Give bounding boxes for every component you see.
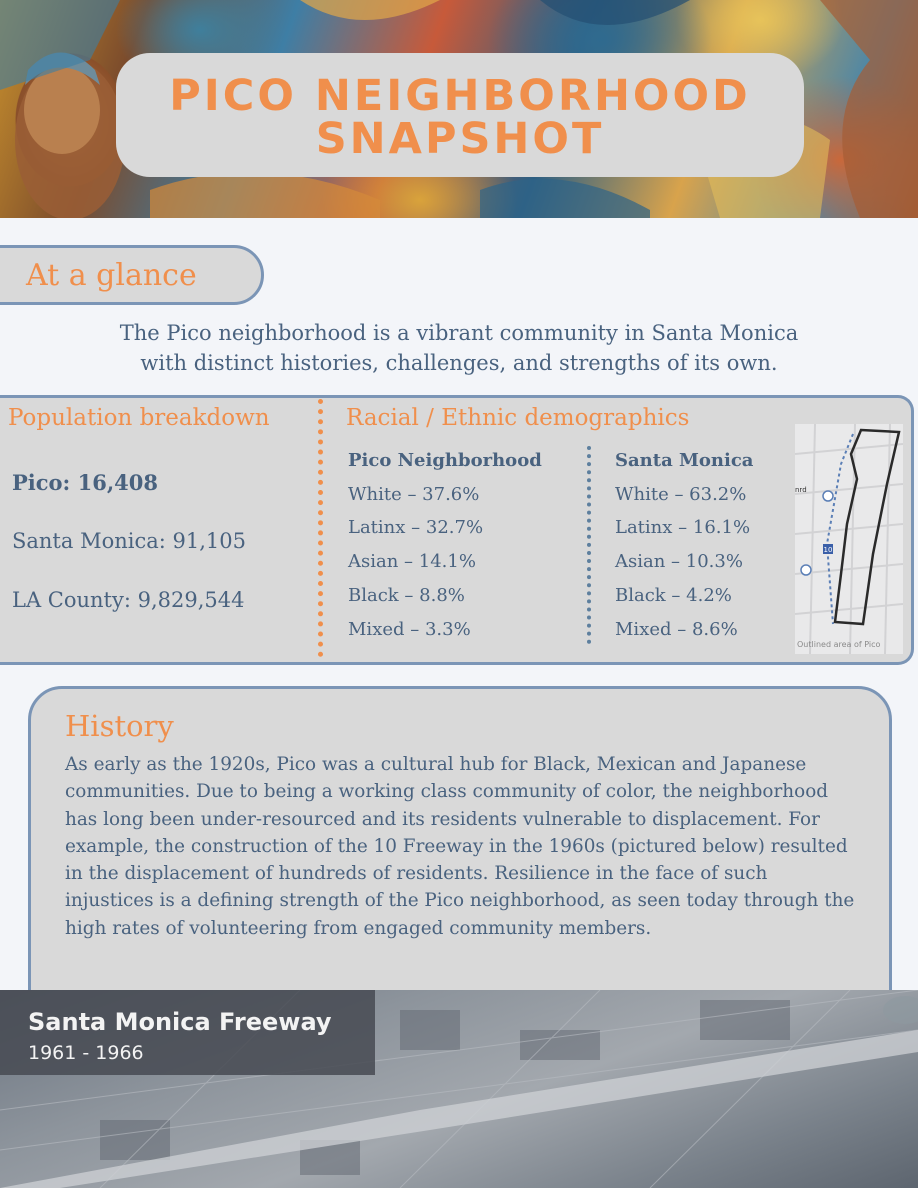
photo-caption [0,990,375,1075]
at-a-glance-heading: At a glance [26,258,197,293]
population-pico: Pico: 16,408 [12,470,158,495]
pico-mixed: Mixed – 3.3% [348,619,471,640]
photo-years: 1961 - 1966 [28,1042,144,1064]
population-la-county: LA County: 9,829,544 [12,588,245,612]
sm-black: Black – 4.2% [615,585,732,606]
pico-white: White – 37.6% [348,484,480,505]
mural-banner [0,0,918,218]
history-heading: History [65,709,174,743]
pico-map [795,424,903,654]
photo-title: Santa Monica Freeway [28,1008,332,1036]
map-street-label: nrd [795,486,807,494]
pico-column-heading: Pico Neighborhood [348,450,542,471]
population-santa-monica: Santa Monica: 91,105 [12,529,246,553]
column-divider [587,446,591,644]
section-divider [318,399,323,657]
sm-asian: Asian – 10.3% [615,551,743,572]
intro-text [0,318,918,378]
santa-monica-column-heading: Santa Monica [615,450,754,471]
sm-white: White – 63.2% [615,484,747,505]
intro-line-2: with distinct histories, challenges, and strengths of its own. [140,351,778,375]
intro-line-1: The Pico neighborhood is a vibrant community in Santa Monica [119,321,799,345]
population-heading: Population breakdown [8,405,270,431]
history-body: As early as the 1920s, Pico was a cultural hub for Black, Mexican and Japanese communities. Due to being a working class community of color, the neighborhood has long been under-resourced and its residents vulnerable to displacement. For example, the construction of the 10 Freeway in the 1960s (pictured below) resulted in the displacement of hundreds of residents. Resilience in the face of such injustices is a defining strength of the Pico neighborhood, as seen today through the high rates of volunteering from engaged community members. [65,754,855,939]
map-highway-label: 10 [823,546,833,554]
history-panel [28,686,892,1032]
map-caption: Outlined area of Pico [797,640,881,649]
pico-black: Black – 8.8% [348,585,465,606]
page-title-line1: PICO NEIGHBORHOOD [169,71,751,121]
title-pill [116,53,804,177]
pico-latinx: Latinx – 32.7% [348,517,484,538]
map-graphic [795,424,903,654]
at-a-glance-tab [0,245,264,305]
sm-mixed: Mixed – 8.6% [615,619,738,640]
sm-latinx: Latinx – 16.1% [615,517,751,538]
pico-asian: Asian – 14.1% [348,551,476,572]
demographics-heading: Racial / Ethnic demographics [346,405,690,431]
page-title-line2: SNAPSHOT [315,114,605,164]
